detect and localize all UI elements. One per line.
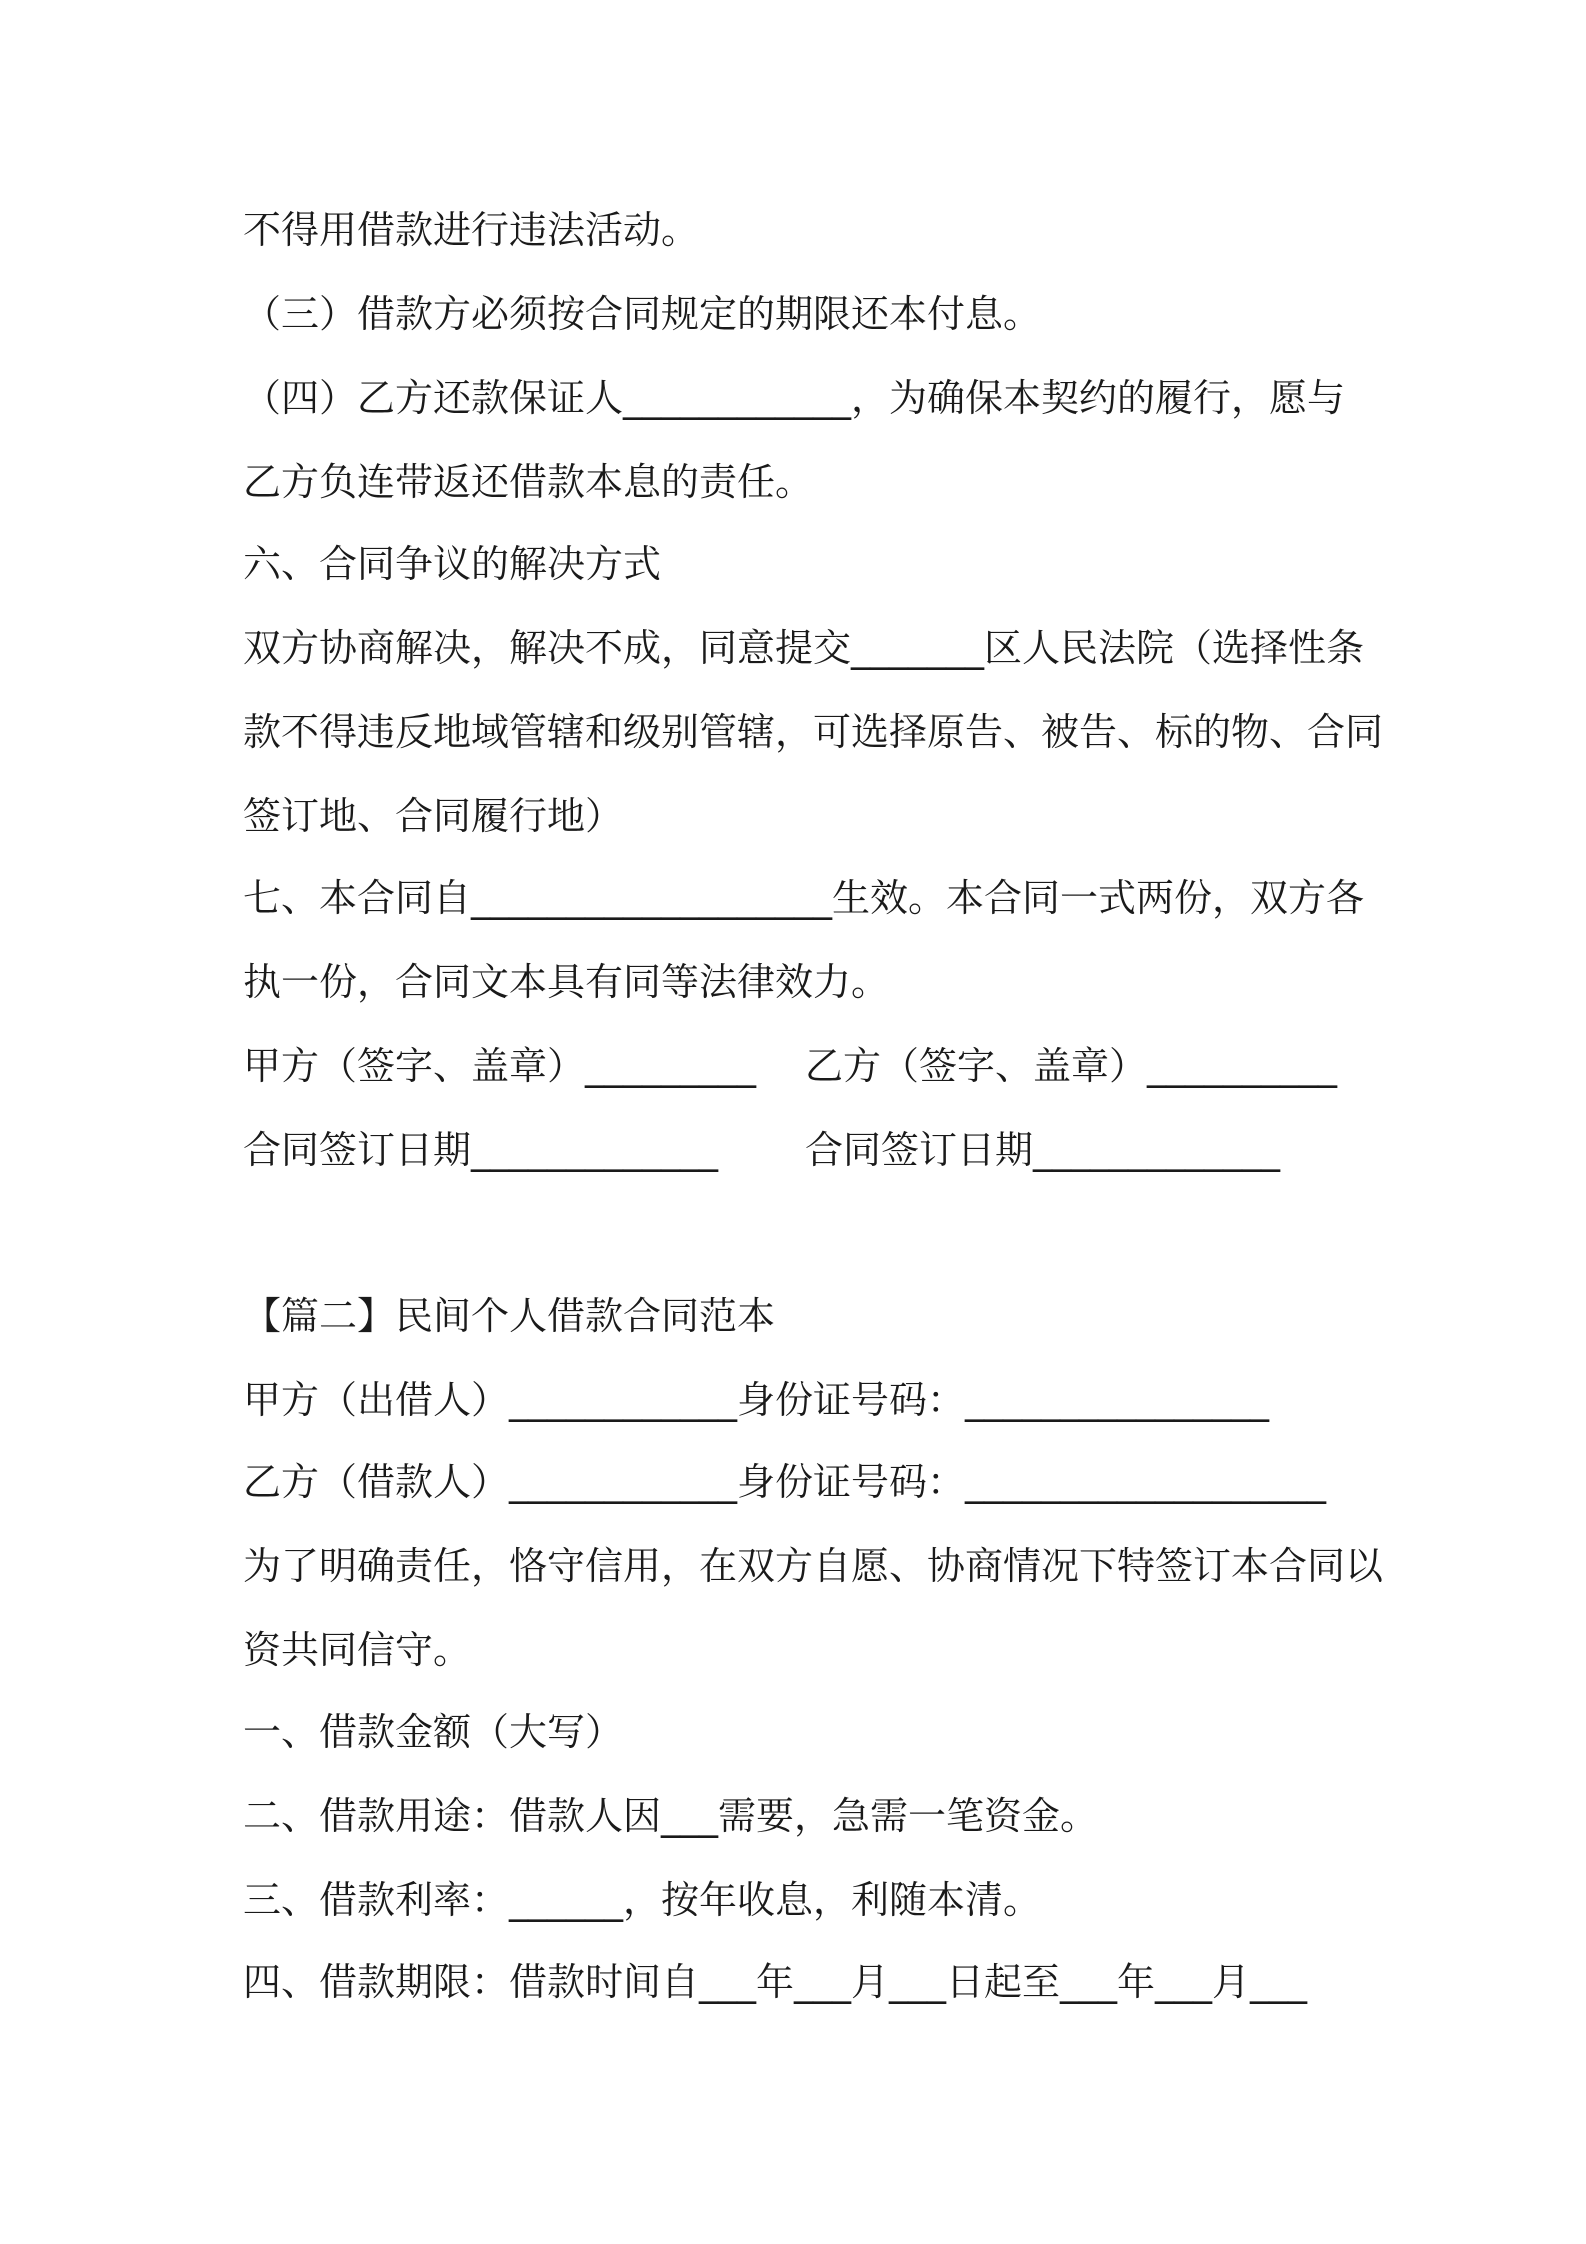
text-line: 四、借款期限：借款时间自___年___月___日起至___年___月___ [243,1960,1308,2004]
text-line: 签订地、合同履行地） [243,794,624,838]
text-line: 款不得违反地域管辖和级别管辖，可选择原告、被告、标的物、合同 [243,710,1384,754]
text-line: 一、借款金额（大写） [243,1710,624,1754]
text-line: 资共同信守。 [243,1628,472,1672]
text-line: 三、借款利率：______，按年收息，利随本清。 [243,1878,1042,1922]
text-line: 乙方负连带返还借款本息的责任。 [243,460,814,504]
text-line: （四）乙方还款保证人____________，为确保本契约的履行，愿与 [243,376,1346,420]
text-line: 双方协商解决，解决不成，同意提交_______区人民法院（选择性条 [243,626,1365,670]
text-line: 七、本合同自___________________生效。本合同一式两份，双方各 [243,876,1365,920]
signature-party-a: 甲方（签字、盖章）_________ [243,1044,757,1088]
section-heading: 六、合同争议的解决方式 [243,542,662,586]
text-line: 甲方（出借人）____________身份证号码：________________ [243,1378,1270,1422]
signature-party-b: 乙方（签字、盖章）__________ [805,1044,1338,1088]
text-line: 不得用借款进行违法活动。 [243,208,700,252]
section-title: 【篇二】民间个人借款合同范本 [243,1294,776,1338]
sign-date-b: 合同签订日期_____________ [805,1128,1281,1172]
text-line: 二、借款用途：借款人因___需要，急需一笔资金。 [243,1794,1099,1838]
sign-date-a: 合同签订日期_____________ [243,1128,719,1172]
text-line: 乙方（借款人）____________身份证号码：___________________ [243,1460,1327,1504]
text-line: （三）借款方必须按合同规定的期限还本付息。 [243,292,1042,336]
text-line: 执一份，合同文本具有同等法律效力。 [243,960,890,1004]
text-line: 为了明确责任，恪守信用，在双方自愿、协商情况下特签订本合同以 [243,1544,1384,1588]
